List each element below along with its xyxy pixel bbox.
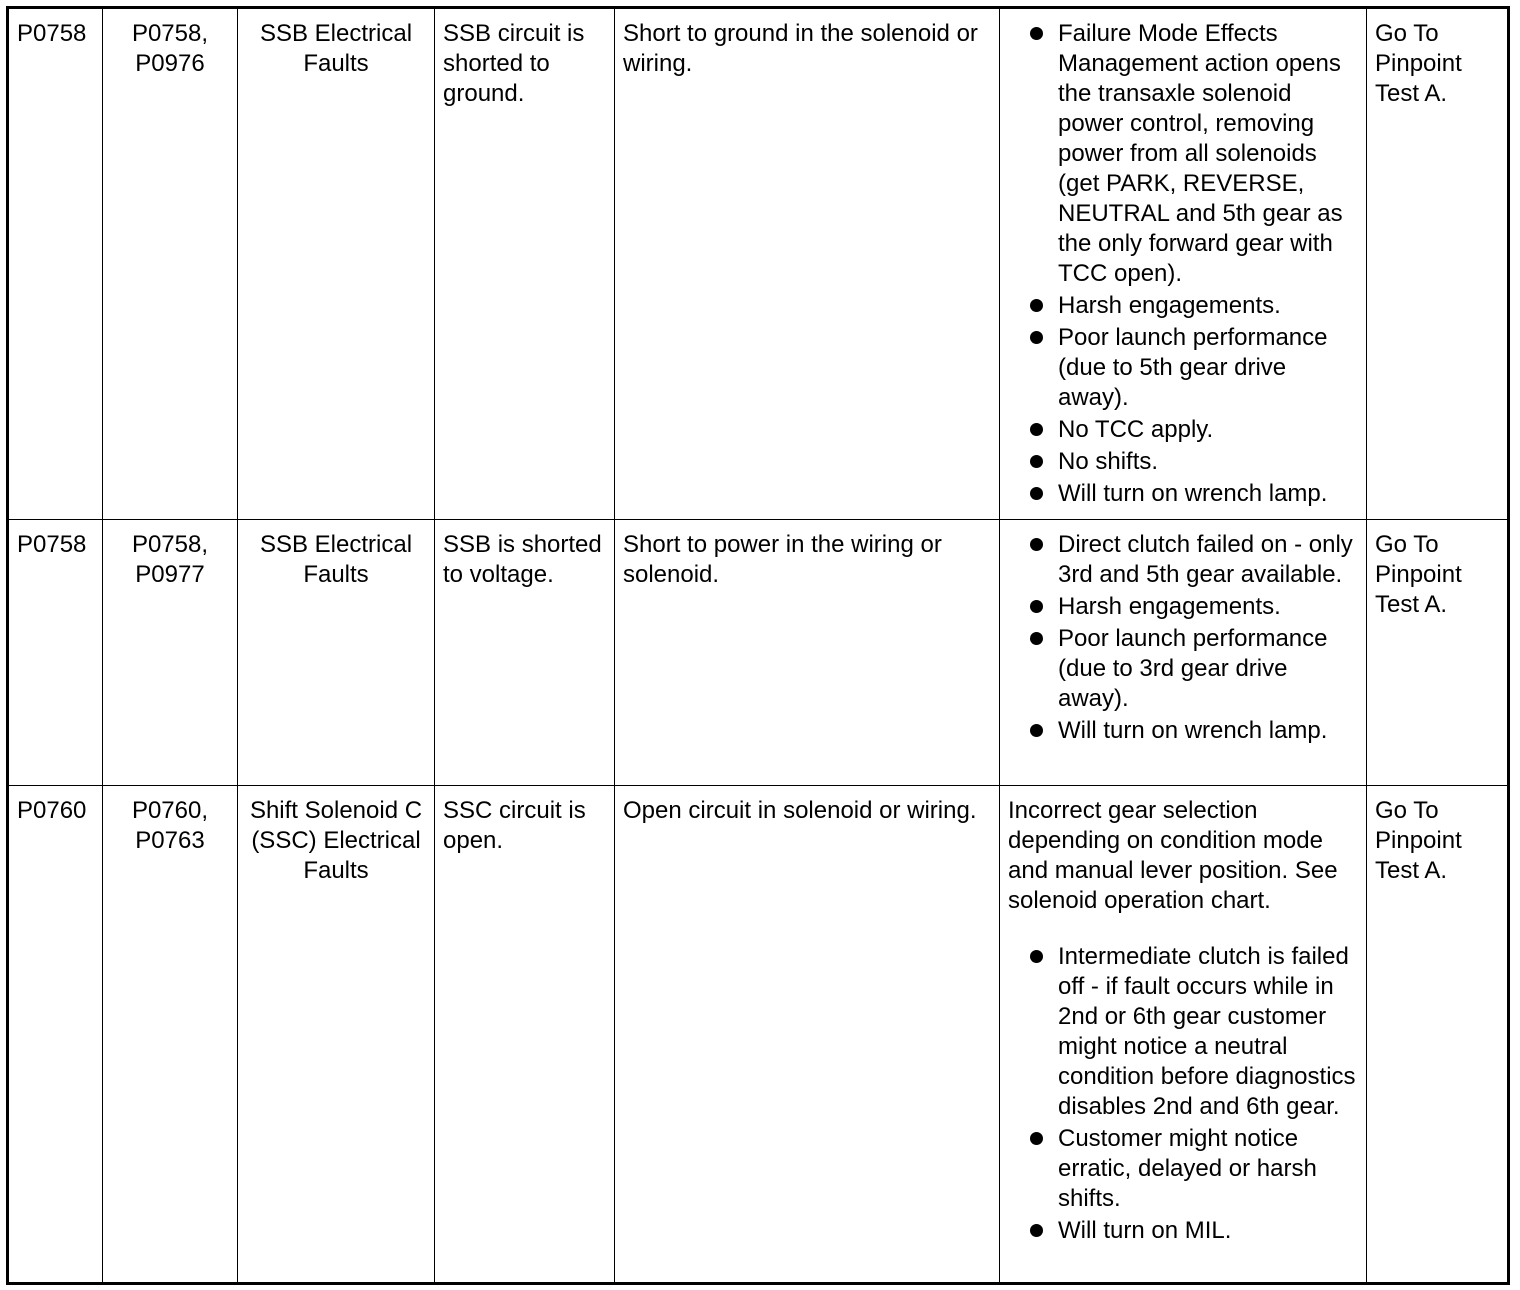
symptom-item: [1008, 716, 1358, 746]
fault-name-line: Shift Solenoid C: [249, 797, 423, 824]
dtc-table: [6, 6, 1510, 1285]
action-link[interactable]: Go To Pinpoint Test A.: [1367, 520, 1509, 786]
dtc-code: P0758: [8, 520, 103, 786]
related-code: P0760,: [131, 797, 209, 824]
symptom-text: Customer might notice erratic, delayed or harsh shifts.: [1058, 1125, 1317, 1212]
symptom-text: Will turn on wrench lamp.: [1058, 480, 1328, 507]
symptom-item: [1008, 1124, 1358, 1214]
bullet-icon: [1030, 455, 1043, 468]
related-codes: [103, 8, 238, 520]
symptom-list: [1008, 19, 1358, 509]
symptom-item: [1008, 479, 1358, 509]
related-code: P0976: [135, 50, 205, 77]
bullet-icon: [1030, 331, 1043, 344]
related-codes: [103, 520, 238, 786]
fault-name: [238, 520, 435, 786]
dtc-code: P0758: [8, 8, 103, 520]
symptom-list: [1008, 530, 1358, 746]
action-link[interactable]: Go To Pinpoint Test A.: [1367, 786, 1509, 1284]
fault-name-line: (SSC) Electrical: [251, 827, 421, 854]
related-code: P0758,: [131, 20, 209, 47]
symptom-item: [1008, 1216, 1358, 1246]
fault-name: [238, 786, 435, 1284]
bullet-icon: [1030, 632, 1043, 645]
symptom-text: Will turn on wrench lamp.: [1058, 717, 1328, 744]
fault-condition: Open circuit in solenoid or wiring.: [615, 786, 1000, 1284]
symptom-item: [1008, 530, 1358, 590]
action-link[interactable]: Go To Pinpoint Test A.: [1367, 8, 1509, 520]
symptom-item: [1008, 19, 1358, 289]
symptom-text: Poor launch performance (due to 5th gear drive away).: [1058, 324, 1328, 411]
symptom-item: [1008, 415, 1358, 445]
bullet-icon: [1030, 1132, 1043, 1145]
fault-condition: Short to power in the wiring or solenoid.: [615, 520, 1000, 786]
bullet-icon: [1030, 27, 1043, 40]
bullet-icon: [1030, 1224, 1043, 1237]
bullet-icon: [1030, 487, 1043, 500]
symptom-text: No shifts.: [1058, 448, 1159, 475]
fault-name-line: SSB Electrical: [259, 531, 413, 558]
dtc-table-body: [8, 8, 1509, 1284]
fault-name-line: SSB Electrical: [259, 20, 413, 47]
fault-name: [238, 8, 435, 520]
related-code: P0763: [135, 827, 205, 854]
fault-name-line: Faults: [303, 857, 369, 884]
bullet-icon: [1030, 600, 1043, 613]
fault-name-line: Faults: [303, 561, 369, 588]
fault-description: SSB circuit is shorted to ground.: [435, 8, 615, 520]
symptom-text: Harsh engagements.: [1058, 593, 1281, 620]
bullet-icon: [1030, 423, 1043, 436]
related-code: P0758,: [131, 531, 209, 558]
fault-name-line: Faults: [303, 50, 369, 77]
table-row: [8, 8, 1509, 520]
symptom-text: Poor launch performance (due to 3rd gear drive away).: [1058, 625, 1328, 712]
symptoms-cell: [1000, 520, 1367, 786]
symptom-item: [1008, 323, 1358, 413]
symptom-item: [1008, 447, 1358, 477]
symptoms-cell: [1000, 786, 1367, 1284]
symptom-item: [1008, 291, 1358, 321]
symptoms-cell: [1000, 8, 1367, 520]
fault-description: SSB is shorted to voltage.: [435, 520, 615, 786]
symptom-text: Direct clutch failed on - only 3rd and 5th gear available.: [1058, 531, 1353, 588]
symptom-text: Harsh engagements.: [1058, 292, 1281, 319]
bullet-icon: [1030, 724, 1043, 737]
related-codes: [103, 786, 238, 1284]
bullet-icon: [1030, 299, 1043, 312]
related-code: P0977: [135, 561, 205, 588]
symptom-list: [1008, 942, 1358, 1246]
symptom-item: [1008, 592, 1358, 622]
table-row: [8, 520, 1509, 786]
symptom-text: Failure Mode Effects Management action opens the transaxle solenoid power control, removing power from all solenoids (get PARK, REVERSE, NEUTRAL and 5th gear as the only forward gear with TCC open).: [1058, 20, 1343, 287]
dtc-code: P0760: [8, 786, 103, 1284]
bullet-icon: [1030, 538, 1043, 551]
fault-condition: Short to ground in the solenoid or wiring.: [615, 8, 1000, 520]
fault-description: SSC circuit is open.: [435, 786, 615, 1284]
symptom-text: Will turn on MIL.: [1058, 1217, 1232, 1244]
symptom-text: Intermediate clutch is failed off - if fault occurs while in 2nd or 6th gear customer might notice a neutral condition before diagnostics disables 2nd and 6th gear.: [1058, 943, 1356, 1120]
bullet-icon: [1030, 950, 1043, 963]
symptom-intro: Incorrect gear selection depending on condition mode and manual lever position. See solenoid operation chart.: [1008, 797, 1338, 914]
symptom-item: [1008, 624, 1358, 714]
symptom-text: No TCC apply.: [1058, 416, 1214, 443]
symptom-item: [1008, 942, 1358, 1122]
table-row: [8, 786, 1509, 1284]
